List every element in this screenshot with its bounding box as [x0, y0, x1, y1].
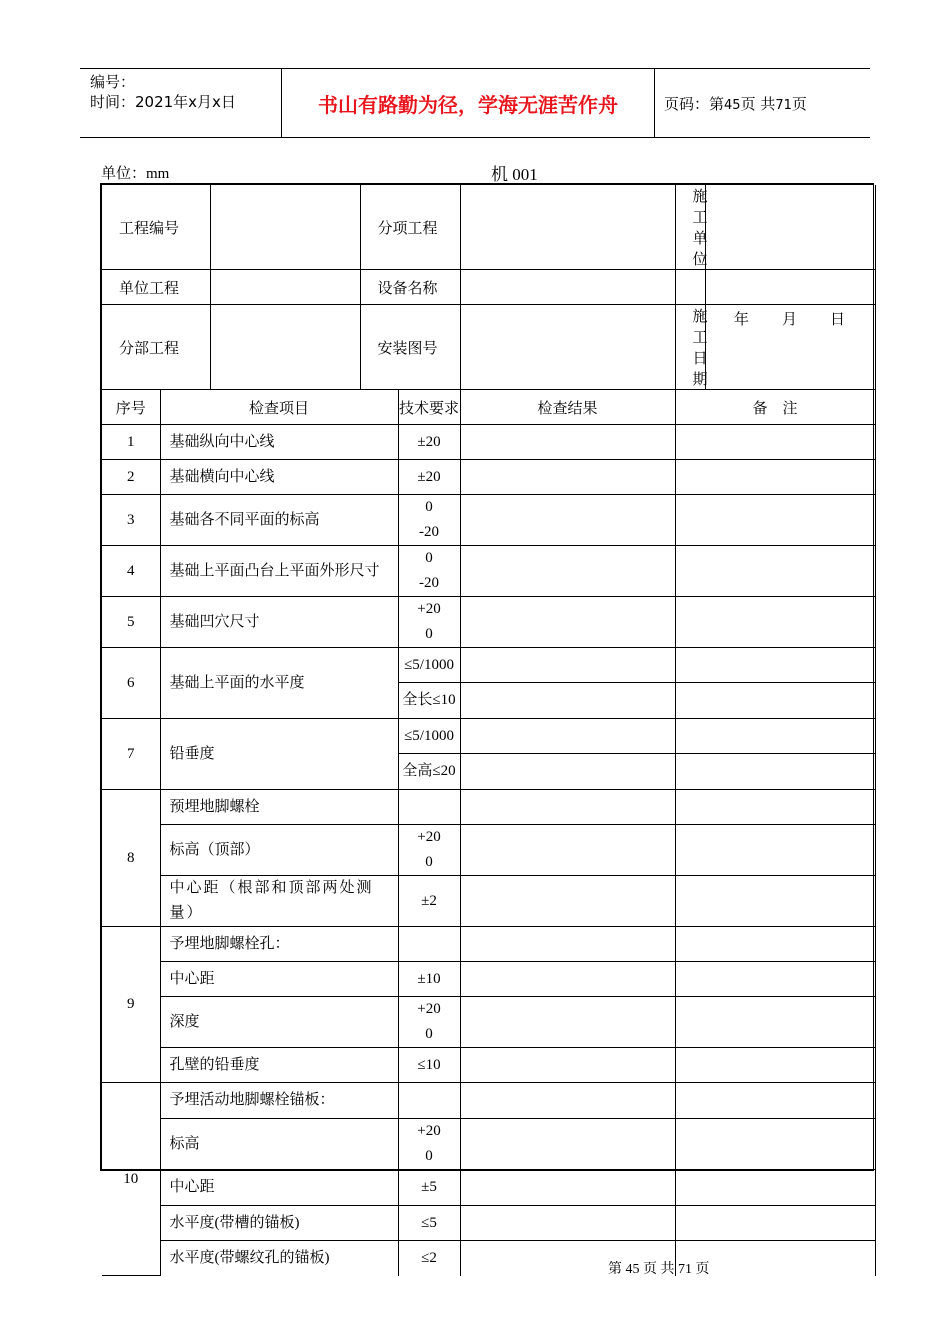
install-date-value[interactable]: 年 月 日 [705, 305, 875, 390]
req-lower: 0 [425, 1026, 433, 1042]
table-row [102, 1083, 875, 1119]
row-remark[interactable] [675, 962, 875, 997]
row-remark[interactable] [675, 546, 875, 597]
contractor-value[interactable] [705, 185, 875, 270]
row-item: 予埋活动地脚螺栓锚板： [160, 1083, 398, 1119]
page-total: 71 [775, 98, 792, 113]
row-requirement: ≤10 [398, 1048, 460, 1083]
table-row [102, 546, 875, 597]
row-no: 8 [102, 790, 160, 927]
table-row [102, 790, 875, 825]
footer-current: 45 [625, 1262, 640, 1277]
page-mid: 页 共 [740, 95, 776, 113]
row-requirement: ±10 [398, 962, 460, 997]
sub-item-label: 分项工程 [360, 185, 460, 270]
col-result: 检查结果 [460, 390, 675, 425]
row-item: 中心距（根部和顶部两处测量） [160, 876, 398, 927]
row-no: 3 [102, 495, 160, 546]
row-item: 铅垂度 [160, 719, 398, 790]
table-row [102, 597, 875, 648]
unit-project-label: 单位工程 [102, 270, 210, 305]
row-remark[interactable] [675, 825, 875, 876]
row-no: 1 [102, 425, 160, 460]
footer-mid: 页 共 [643, 1262, 675, 1277]
unit-label: 单位：mm [101, 166, 170, 182]
equipment-name-value[interactable] [460, 270, 675, 305]
row-requirement [398, 825, 460, 876]
row-result[interactable] [460, 754, 675, 790]
empty-cell [675, 270, 705, 305]
row-requirement [398, 790, 460, 825]
info-row [102, 185, 875, 270]
row-remark[interactable] [675, 1206, 875, 1241]
row-remark[interactable] [675, 425, 875, 460]
row-remark[interactable] [675, 683, 875, 719]
row-item: 水平度(带螺纹孔的锚板) [160, 1241, 398, 1276]
row-item: 预埋地脚螺栓 [160, 790, 398, 825]
row-result[interactable] [460, 876, 675, 927]
row-requirement: ≤5/1000 [398, 648, 460, 683]
req-lower: -20 [419, 524, 440, 540]
row-item: 基础横向中心线 [160, 460, 398, 495]
info-row [102, 305, 875, 390]
row-remark[interactable] [675, 1119, 875, 1170]
row-result[interactable] [460, 962, 675, 997]
table-row [102, 460, 875, 495]
row-requirement: ±20 [398, 425, 460, 460]
row-remark[interactable] [675, 1048, 875, 1083]
row-requirement [398, 927, 460, 962]
row-item: 标高 [160, 1119, 398, 1170]
row-no: 5 [102, 597, 160, 648]
table-row [102, 1048, 875, 1083]
req-upper: 0 [425, 499, 433, 515]
row-result[interactable] [460, 927, 675, 962]
row-no: 7 [102, 719, 160, 790]
part-project-label: 分部工程 [102, 305, 210, 390]
req-upper: +20 [417, 1123, 441, 1139]
row-item: 予埋地脚螺栓孔： [160, 927, 398, 962]
table-row [102, 1119, 875, 1170]
row-remark[interactable] [675, 997, 875, 1048]
row-item: 基础各不同平面的标高 [160, 495, 398, 546]
footer-total: 71 [678, 1262, 692, 1277]
req-upper: +20 [417, 829, 441, 845]
row-result[interactable] [460, 425, 675, 460]
table-row [102, 825, 875, 876]
row-remark[interactable] [675, 648, 875, 683]
page-suffix: 页 [791, 95, 807, 113]
table-row [102, 1241, 875, 1276]
row-requirement [398, 546, 460, 597]
project-no-label: 工程编号 [102, 185, 210, 270]
row-result[interactable] [460, 1206, 675, 1241]
row-item: 基础上平面的水平度 [160, 648, 398, 719]
req-upper: +20 [417, 1001, 441, 1017]
req-lower: -20 [419, 575, 440, 591]
table-row [102, 648, 875, 683]
sub-item-value[interactable] [460, 185, 675, 270]
req-lower: 0 [425, 626, 433, 642]
time-label: 时间：2021年x月x日 [90, 93, 236, 111]
info-row [102, 270, 875, 305]
table-row [102, 876, 875, 927]
row-remark[interactable] [675, 754, 875, 790]
table-row [102, 719, 875, 754]
row-result[interactable] [460, 648, 675, 683]
table-row [102, 495, 875, 546]
row-item: 孔壁的铅垂度 [160, 1048, 398, 1083]
row-item: 基础凹穴尺寸 [160, 597, 398, 648]
row-no: 4 [102, 546, 160, 597]
col-remark: 备 注 [675, 390, 875, 425]
header-left [90, 72, 236, 112]
contractor-label: 施工单位 [675, 185, 705, 270]
row-no: 6 [102, 648, 160, 719]
row-result[interactable] [460, 1119, 675, 1170]
row-result[interactable] [460, 997, 675, 1048]
page-header [80, 68, 870, 138]
table-row [102, 997, 875, 1048]
motto: 书山有路勤为径，学海无涯苦作舟 [318, 93, 618, 117]
row-remark[interactable] [675, 597, 875, 648]
req-lower: 0 [425, 854, 433, 870]
row-remark[interactable] [675, 790, 875, 825]
row-remark[interactable] [675, 876, 875, 927]
row-no: 10 [102, 1083, 160, 1276]
equipment-name-label: 设备名称 [360, 270, 460, 305]
install-date-label: 施工日期 [675, 305, 705, 390]
row-requirement [398, 495, 460, 546]
row-requirement [398, 597, 460, 648]
row-remark[interactable] [675, 495, 875, 546]
row-requirement: ≤5 [398, 1206, 460, 1241]
row-result[interactable] [460, 597, 675, 648]
part-project-value[interactable] [210, 305, 360, 390]
row-item: 标高（顶部） [160, 825, 398, 876]
row-item: 水平度(带槽的锚板) [160, 1206, 398, 1241]
row-requirement: ±5 [398, 1170, 460, 1206]
req-lower: 0 [425, 1148, 433, 1164]
drawing-no-value[interactable] [460, 305, 675, 390]
row-result[interactable] [460, 1083, 675, 1119]
row-result[interactable] [460, 1048, 675, 1083]
row-remark[interactable] [675, 1170, 875, 1206]
column-header-row [102, 390, 875, 425]
row-item: 中心距 [160, 962, 398, 997]
row-result[interactable] [460, 460, 675, 495]
row-item: 基础上平面凸台上平面外形尺寸 [160, 546, 398, 597]
form-code: 机 001 [491, 165, 538, 184]
row-result[interactable] [460, 719, 675, 754]
row-result[interactable] [460, 790, 675, 825]
page-footer [608, 1258, 710, 1278]
footer-suffix: 页 [695, 1262, 710, 1277]
row-remark[interactable] [675, 1083, 875, 1119]
row-requirement: ≤2 [398, 1241, 460, 1276]
table-row [102, 425, 875, 460]
row-requirement: ≤5/1000 [398, 719, 460, 754]
row-result[interactable] [460, 546, 675, 597]
drawing-no-label: 安装图号 [360, 305, 460, 390]
table-row [102, 962, 875, 997]
row-requirement [398, 997, 460, 1048]
row-remark[interactable] [675, 460, 875, 495]
row-requirement: 全高≤20 [398, 754, 460, 790]
row-item: 中心距 [160, 1170, 398, 1206]
page-prefix: 页码：第 [664, 95, 725, 113]
table-row [102, 1170, 875, 1206]
inspection-table [100, 183, 874, 1266]
page-current: 45 [724, 98, 741, 113]
row-requirement [398, 1083, 460, 1119]
col-no: 序号 [102, 390, 160, 425]
row-result[interactable] [460, 683, 675, 719]
unit-project-value[interactable] [210, 270, 360, 305]
col-item: 检查项目 [160, 390, 398, 425]
row-no: 2 [102, 460, 160, 495]
row-no: 9 [102, 927, 160, 1083]
row-requirement [398, 1119, 460, 1170]
row-result[interactable] [460, 825, 675, 876]
row-result[interactable] [460, 495, 675, 546]
row-item: 深度 [160, 997, 398, 1048]
project-no-value[interactable] [210, 185, 360, 270]
footer-prefix: 第 [608, 1262, 622, 1277]
row-item: 基础纵向中心线 [160, 425, 398, 460]
row-remark[interactable] [675, 927, 875, 962]
header-divider [654, 69, 655, 137]
req-upper: +20 [417, 601, 441, 617]
row-result[interactable] [460, 1170, 675, 1206]
empty-cell [705, 270, 875, 305]
table-row [102, 1206, 875, 1241]
row-requirement: ±20 [398, 460, 460, 495]
code-label: 编号： [90, 73, 136, 91]
row-remark[interactable] [675, 719, 875, 754]
row-requirement: 全长≤10 [398, 683, 460, 719]
page-indicator [664, 93, 807, 114]
row-requirement: ±2 [398, 876, 460, 927]
table-row [102, 927, 875, 962]
req-upper: 0 [425, 550, 433, 566]
col-requirement: 技术要求 [398, 390, 460, 425]
